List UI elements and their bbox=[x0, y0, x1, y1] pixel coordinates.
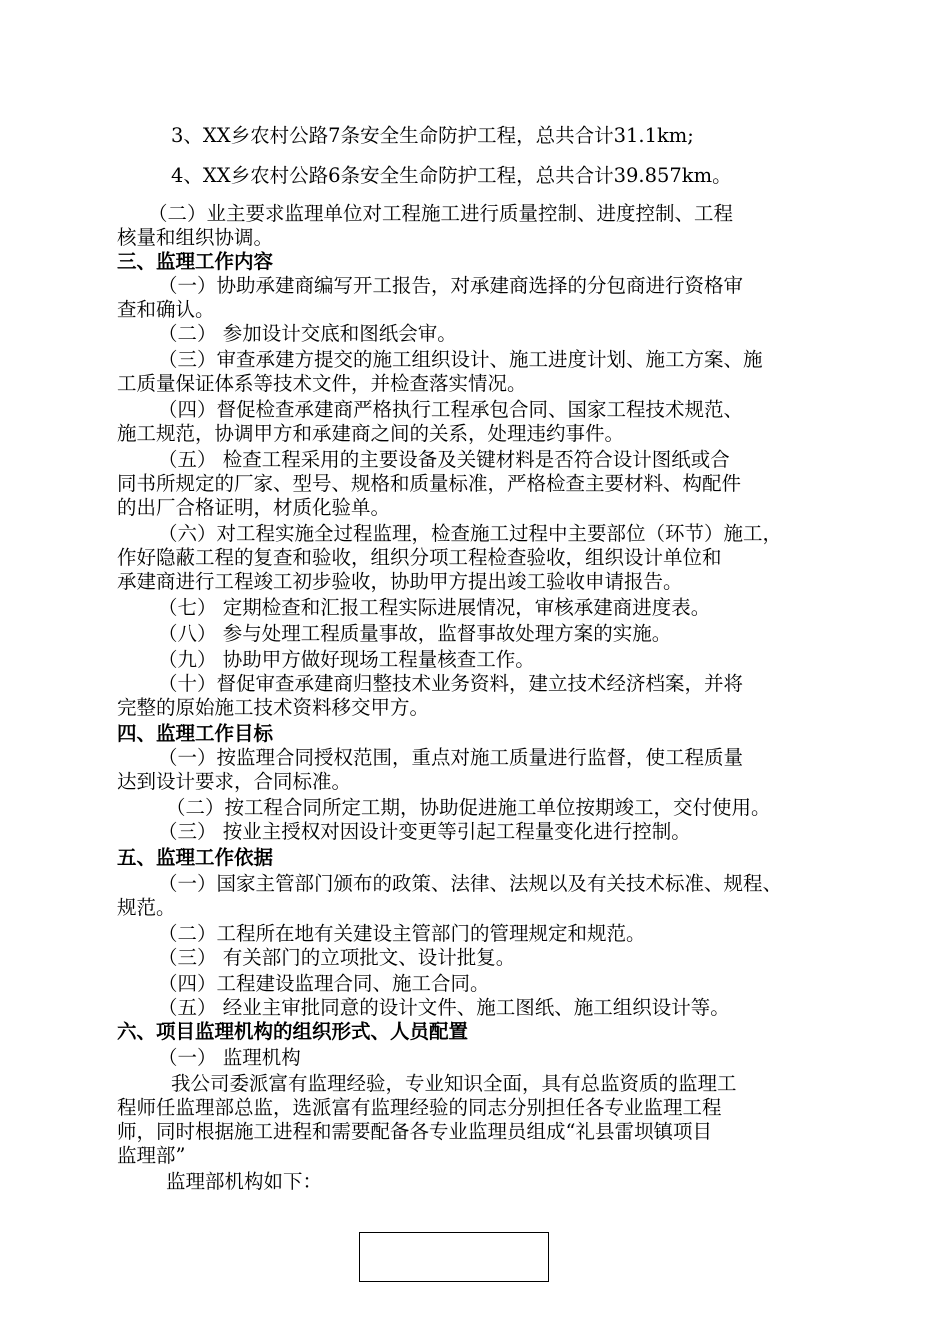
text-line: （三） 有关部门的立项批文、设计批复。 bbox=[158, 946, 516, 969]
text-line: 承建商进行工程竣工初步验收，协助甲方提出竣工验收申请报告。 bbox=[117, 570, 683, 593]
text-line: （六）对工程实施全过程监理，检查施工过程中主要部位（环节）施工， bbox=[158, 522, 783, 545]
text-line: 师，同时根据施工进程和需要配备各专业监理员组成“礼县雷坝镇项目 bbox=[117, 1120, 712, 1143]
text-line: （一） 监理机构 bbox=[158, 1046, 301, 1069]
text-line: （一）按监理合同授权范围，重点对施工质量进行监督，使工程质量 bbox=[158, 746, 744, 769]
text-line: （四）督促检查承建商严格执行工程承包合同、国家工程技术规范、 bbox=[158, 398, 744, 421]
text-line: 作好隐蔽工程的复查和验收，组织分项工程检查验收，组织设计单位和 bbox=[117, 546, 722, 569]
text-line: （五） 检查工程采用的主要设备及关键材料是否符合设计图纸或合 bbox=[158, 448, 730, 471]
text-line: （八） 参与处理工程质量事故，监督事故处理方案的实施。 bbox=[158, 622, 672, 645]
text-line: （三）审查承建方提交的施工组织设计、施工进度计划、施工方案、施 bbox=[158, 348, 763, 371]
text-line: 核量和组织协调。 bbox=[117, 226, 274, 249]
text-line: 监理部” bbox=[117, 1144, 186, 1167]
text-line: 达到设计要求，合同标准。 bbox=[117, 770, 352, 793]
text-line: 我公司委派富有监理经验，专业知识全面，具有总监资质的监理工 bbox=[171, 1072, 737, 1095]
org-chart-box bbox=[359, 1232, 549, 1282]
text-line: （十）督促审查承建商归整技术业务资料，建立技术经济档案，并将 bbox=[158, 672, 744, 695]
text-line: 3、XX乡农村公路7条安全生命防护工程，总共合计31.1km; bbox=[171, 124, 694, 147]
text-line: （一）国家主管部门颁布的政策、法律、法规以及有关技术标准、规程、 bbox=[158, 872, 783, 895]
text-line: 程师任监理部总监，选派富有监理经验的同志分别担任各专业监理工程 bbox=[117, 1096, 722, 1119]
text-line: 规范。 bbox=[117, 896, 176, 919]
text-line: （三） 按业主授权对因设计变更等引起工程量变化进行控制。 bbox=[158, 820, 691, 843]
section-heading: 六、项目监理机构的组织形式、人员配置 bbox=[117, 1020, 469, 1043]
text-line: 监理部机构如下： bbox=[166, 1170, 323, 1193]
text-line: 同书所规定的厂家、型号、规格和质量标准，严格检查主要材料、构配件 bbox=[117, 472, 742, 495]
text-line: （五） 经业主审批同意的设计文件、施工图纸、施工组织设计等。 bbox=[158, 996, 730, 1019]
text-line: 施工规范，协调甲方和承建商之间的关系，处理违约事件。 bbox=[117, 422, 625, 445]
section-heading: 三、监理工作内容 bbox=[117, 250, 274, 273]
text-line: （七） 定期检查和汇报工程实际进展情况，审核承建商进度表。 bbox=[158, 596, 711, 619]
text-line: （二）按工程合同所定工期，协助促进施工单位按期竣工，交付使用。 bbox=[166, 796, 771, 819]
text-line: 4、XX乡农村公路6条安全生命防护工程，总共合计39.857km。 bbox=[171, 164, 732, 187]
text-line: （四）工程建设监理合同、施工合同。 bbox=[158, 972, 490, 995]
text-line: （二） 参加设计交底和图纸会审。 bbox=[158, 322, 457, 345]
text-line: 工质量保证体系等技术文件，并检查落实情况。 bbox=[117, 372, 527, 395]
text-line: （二）工程所在地有关建设主管部门的管理规定和规范。 bbox=[158, 922, 646, 945]
text-line: （九） 协助甲方做好现场工程量核查工作。 bbox=[158, 648, 535, 671]
section-heading: 四、监理工作目标 bbox=[117, 722, 274, 745]
text-line: 的出厂合格证明，材质化验单。 bbox=[117, 496, 391, 519]
text-line: 完整的原始施工技术资料移交甲方。 bbox=[117, 696, 430, 719]
text-line: 查和确认。 bbox=[117, 298, 215, 321]
text-line: （一）协助承建商编写开工报告，对承建商选择的分包商进行资格审 bbox=[158, 274, 744, 297]
text-line: （二）业主要求监理单位对工程施工进行质量控制、进度控制、工程 bbox=[148, 202, 734, 225]
section-heading: 五、监理工作依据 bbox=[117, 846, 274, 869]
